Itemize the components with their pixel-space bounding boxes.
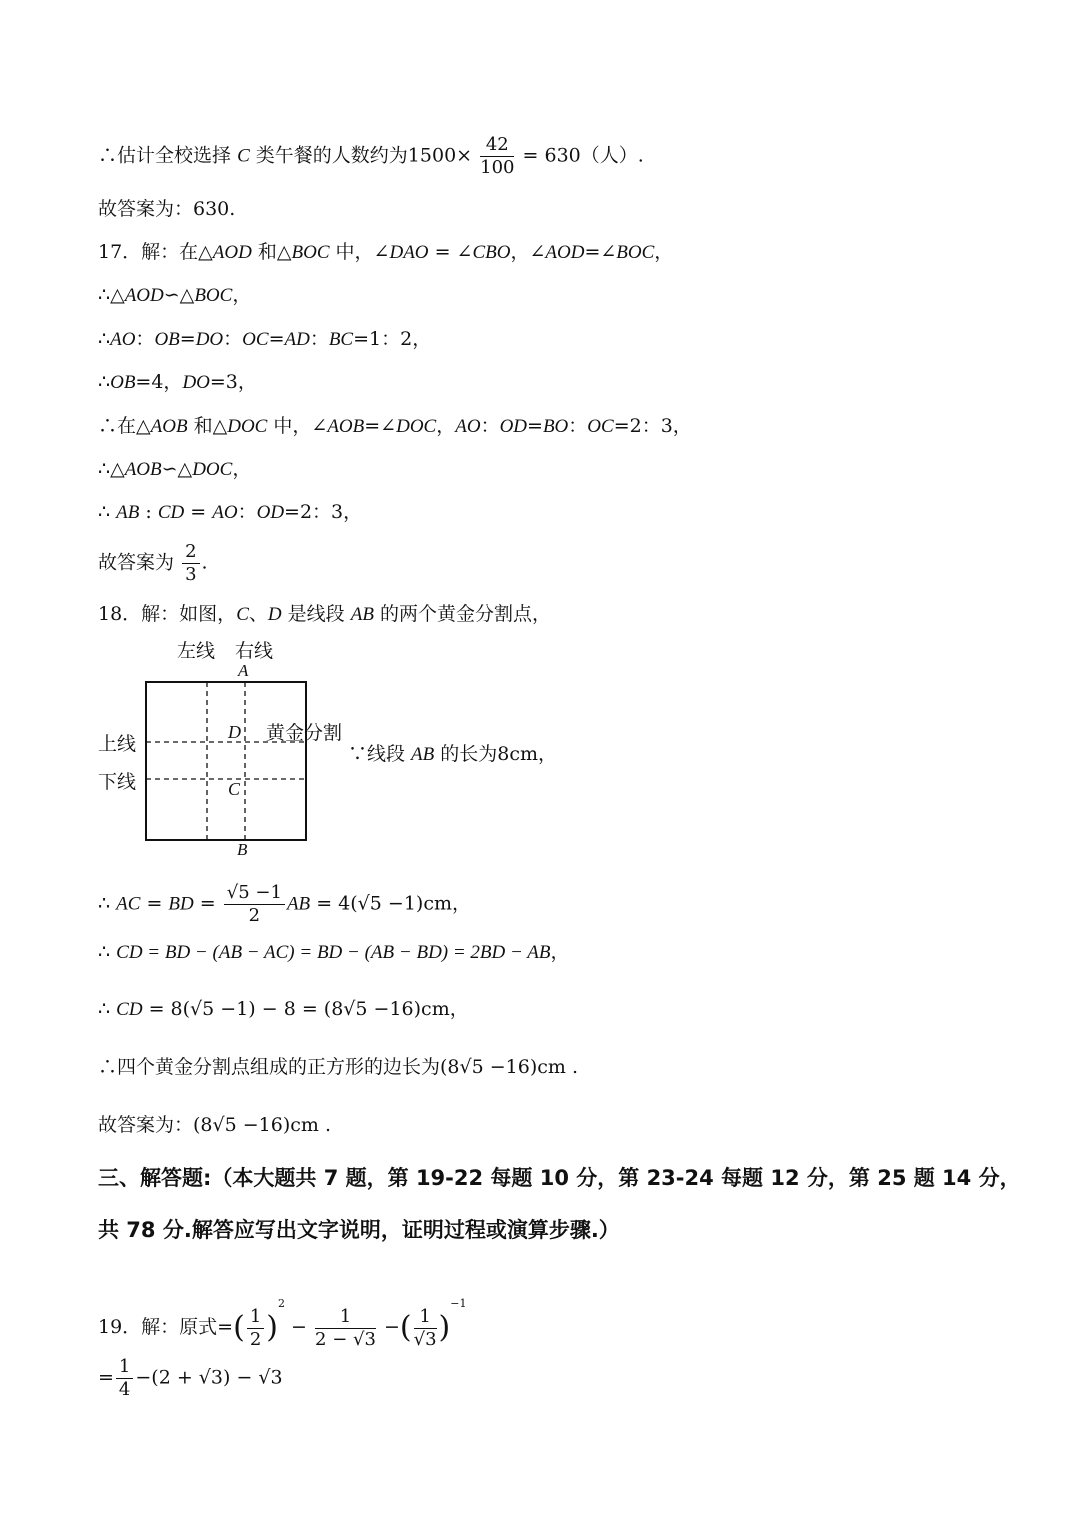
var: AOD [545,242,585,263]
text: 故答案为： [98,1114,194,1136]
fraction-sqrt5-minus-1-over-2 [224,882,285,927]
label-point-c: C [228,779,241,799]
text: ： [480,415,500,437]
text: ∴ [98,501,117,523]
var: DOC [192,459,233,480]
var: AB [411,744,435,765]
text: =2：3， [613,415,692,437]
outer-square [146,682,306,840]
text: ： [568,415,588,437]
line-17-answer [98,541,208,586]
line-answer-630: 故答案为：630. [98,198,236,220]
numerator: 42 [480,134,514,157]
text: ： [223,328,243,350]
math: (√5 −1) [350,892,424,915]
math: CD = BD − (AB − AC) = BD − (AB − BD) = 2BD − AB [116,942,551,963]
var: D [267,604,282,625]
text: 故答案为 [98,551,175,574]
text: ： [309,328,329,350]
var: DOC [227,416,268,437]
text: =3， [209,371,257,393]
var: BOC [291,242,330,263]
var: BD [168,893,194,915]
text: 中，∠ [267,415,328,437]
math: (8√5 −16) [193,1114,291,1136]
fraction-1-2 [247,1306,264,1351]
paren: ) [266,1310,278,1345]
text: ∴△ [98,284,125,306]
text: 、 [248,603,268,625]
fraction-1-over-sqrt3 [414,1306,437,1351]
text: =1：2， [353,328,432,350]
var: BO [542,416,569,437]
var: AO [455,416,481,437]
text: ∽△ [163,284,195,306]
var: C [236,604,249,625]
var: AO [110,329,136,350]
var: OD [256,502,285,523]
section-heading-line-1: 三、解答题:（本大题共 7 题，第 19-22 每题 10 分，第 23-24 每题 12 分，第 25 题 14 分， [98,1166,1021,1190]
math: = 8(√5 −1) − 8 = (8√5 −16) [142,998,422,1020]
text: cm . [290,1114,332,1136]
denominator: 2 [248,905,261,926]
line-18-intro [98,602,551,627]
text: ∴四个黄金分割点组成的正方形的边长为 [98,1056,441,1078]
text: 中，∠ [329,241,390,263]
var: AOB [327,416,365,437]
var: BOC [616,242,655,263]
text: ∴ [98,998,117,1020]
line-17-intro [98,240,673,265]
var: AB [286,893,311,915]
text: ∴ [98,941,117,963]
text: = 4 [310,892,351,915]
text: ∴ [98,371,111,393]
var: DO [195,329,224,350]
text: = [98,1366,114,1389]
denominator: 3 [185,564,197,585]
var: AOB [124,459,162,480]
line-17-second-triangle [98,414,692,439]
text: ∽△ [161,458,193,480]
numerator: 1 [414,1306,437,1329]
var: OD [499,416,528,437]
text: 和△ [187,415,228,437]
text: ： [237,501,257,523]
denominator: 2 − √3 [315,1328,376,1350]
var: AC [116,893,141,915]
var: AOD [124,285,164,306]
denominator: 2 [249,1328,262,1350]
text: 类午餐的人数约为1500× [255,144,473,167]
fraction-2-3 [182,541,199,586]
text: =∠ [584,241,617,263]
text: ， [654,241,674,263]
math: (8√5 −16) [440,1056,538,1078]
text: ，∠ [510,241,546,263]
label-golden-section: 黄金分割 [266,722,343,744]
text: 和△ [251,241,292,263]
label-upper-line: 上线 [98,733,137,755]
var: AOB [150,416,188,437]
text: 19．解：原式= [98,1316,234,1338]
text: ∴ [98,892,117,915]
line-18-ac-bd [98,882,471,927]
text: ∴估计全校选择 [98,144,232,167]
text: − [291,1316,307,1338]
line-17-ratio [98,327,431,352]
text: = [184,501,213,523]
fraction-1-over-2-minus-sqrt3 [315,1306,376,1351]
text: ， [436,415,456,437]
var: BOC [194,285,233,306]
text: 是线段 [281,603,351,625]
text: − [383,1316,400,1338]
paren: ( [399,1310,412,1345]
text: = [179,328,196,350]
var: DO [182,372,210,393]
text: = ∠ [428,241,473,263]
numerator: √5 −1 [224,882,285,905]
text: ， [550,941,570,963]
var: OC [587,416,614,437]
numerator: 1 [315,1306,376,1329]
text: = 630（人）. [522,144,644,167]
var: DOC [396,416,437,437]
text: = [140,892,169,915]
line-18-cd-expr [98,940,569,965]
label-left-line: 左线 [177,640,216,662]
var: CD [116,999,143,1020]
var: CD [157,502,185,523]
numerator: 1 [247,1306,264,1329]
numerator: 2 [182,541,199,564]
text: ： [135,328,155,350]
paren: ) [438,1310,451,1345]
text: = [268,328,285,350]
text: =2：3， [284,501,363,523]
text: = [527,415,543,437]
fraction-1-4 [116,1356,133,1401]
numerator: 1 [116,1356,133,1379]
line-17-values [98,370,257,395]
var: BC [328,329,354,350]
text: cm . [537,1056,579,1078]
line-segment-length [348,739,557,766]
var: OC [242,329,269,350]
var: AOD [212,242,252,263]
var: OB [110,372,136,393]
text: =4， [135,371,183,393]
text: : [139,501,158,523]
text: ， [232,458,252,480]
text: ∴△ [98,458,125,480]
var: CBO [472,242,511,263]
math: −(2 + √3) − √3 [135,1366,283,1389]
text: 17．解：在△ [98,241,213,263]
paren: ( [233,1310,245,1345]
text: cm， [421,998,469,1020]
text: ∴在△ [98,415,151,437]
var: AB [116,502,140,523]
text: ∴ [98,328,111,350]
line-estimate [98,134,644,179]
text: 的两个黄金分割点， [373,603,551,625]
var: OB [154,329,180,350]
label-point-d: D [228,722,241,742]
line-18-side-length [98,1055,578,1079]
fraction-42-100 [480,134,514,179]
label-point-b: B [237,840,248,859]
label-lower-line: 下线 [98,771,137,793]
label-right-line: 右线 [235,640,274,662]
line-19-step [98,1356,283,1401]
var: AO [212,502,238,523]
var: AB [350,604,374,625]
line-18-cd-value [98,997,469,1022]
var: DAO [389,242,429,263]
text: . [201,551,208,574]
section-heading-line-2: 共 78 分.解答应写出文字说明，证明过程或演算步骤.） [98,1218,620,1242]
text: cm， [423,892,471,915]
line-18-answer [98,1113,331,1137]
exponent: 2 [278,1297,285,1310]
text: 18．解：如图， [98,603,237,625]
var-c: C [237,145,250,167]
var: AD [284,329,310,350]
line-17-similar-2 [98,457,251,482]
denominator: 4 [118,1379,131,1400]
denominator: 100 [480,157,515,178]
exponent: −1 [450,1297,467,1310]
denominator: √3 [413,1328,437,1350]
text: =∠ [364,415,397,437]
text: ∵线段 [348,743,412,765]
label-point-a: A [238,661,249,680]
text: = [193,892,222,915]
line-17-ratio-ab-cd [98,500,362,525]
text: 的长为8cm， [434,743,558,765]
line-17-similar-1 [98,283,251,308]
line-19-expression [98,1284,466,1351]
text: ， [232,284,252,306]
